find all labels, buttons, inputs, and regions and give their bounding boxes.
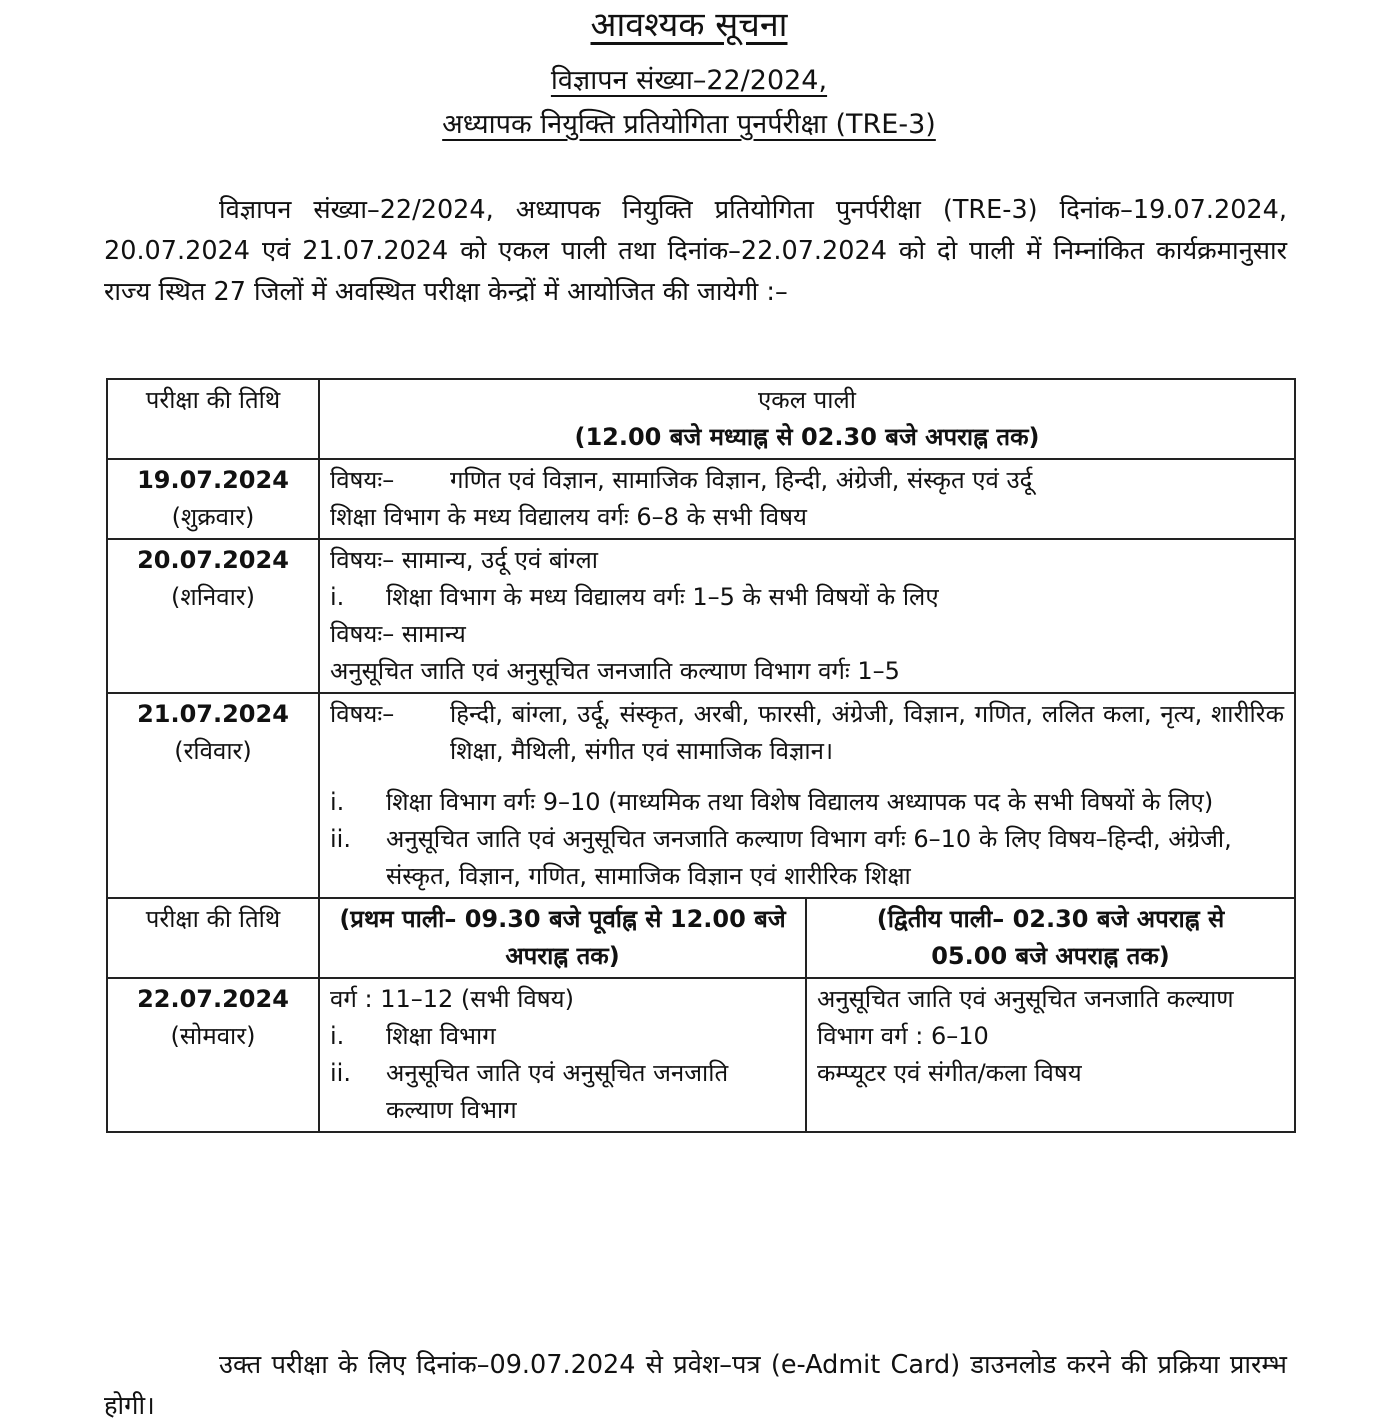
header-date-col: परीक्षा की तिथि	[107, 898, 319, 978]
subject-cell: विषयः– गणित एवं विज्ञान, सामाजिक विज्ञान, हिन्दी, अंग्रेजी, संस्कृत एवं उर्दू शिक्षा विभाग के मध्य विद्यालय वर्गः 6–8 के सभी विषय	[319, 459, 1295, 539]
date-cell: 19.07.2024 (शुक्रवार)	[107, 459, 319, 539]
date-cell: 20.07.2024 (शनिवार)	[107, 539, 319, 693]
table-row	[107, 978, 1295, 1132]
header-first-shift: (प्रथम पाली– 09.30 बजे पूर्वाह्न से 12.00 बजे अपराह्न तक)	[319, 898, 806, 978]
date-cell: 21.07.2024 (रविवार)	[107, 693, 319, 898]
table-row	[107, 693, 1295, 898]
first-shift-cell: वर्ग : 11–12 (सभी विषय) i. शिक्षा विभाग ii. अनुसूचित जाति एवं अनुसूचित जनजाति कल्याण विभाग	[319, 978, 806, 1132]
intro-paragraph: विज्ञापन संख्या–22/2024, अध्यापक नियुक्ति प्रतियोगिता पुनर्परीक्षा (TRE-3) दिनांक–19.07.2024, 20.07.2024 एवं 21.07.2024 को एकल पाली तथा दिनांक–22.07.2024 को दो पाली में निम्नांकित कार्यक्रमानुसार राज्य स्थित 27 जिलों में अवस्थित परीक्षा केन्द्रों में आयोजित की जायेगी :–	[104, 195, 1287, 307]
admit-card-notice: उक्त परीक्षा के लिए दिनांक–09.07.2024 से प्रवेश–पत्र (e-Admit Card) डाउनलोड करने की प्रक्रिया प्रारम्भ होगी।	[104, 1350, 1287, 1421]
date-cell: 22.07.2024 (सोमवार)	[107, 978, 319, 1132]
header-date-col: परीक्षा की तिथि	[107, 379, 319, 459]
header-single-shift: एकल पाली (12.00 बजे मध्याह्न से 02.30 बजे अपराह्न तक)	[319, 379, 1295, 459]
subject-cell: विषयः– सामान्य, उर्दू एवं बांग्ला i. शिक्षा विभाग के मध्य विद्यालय वर्गः 1–5 के सभी विषयों के लिए विषयः– सामान्य अनुसूचित जाति एवं अनुसूचित जनजाति कल्याण विभाग वर्गः 1–5	[319, 539, 1295, 693]
exam-name: अध्यापक नियुक्ति प्रतियोगिता पुनर्परीक्षा (TRE-3)	[442, 109, 936, 140]
table-row	[107, 459, 1295, 539]
second-shift-cell: अनुसूचित जाति एवं अनुसूचित जनजाति कल्याण विभाग वर्ग : 6–10 कम्प्यूटर एवं संगीत/कला विषय	[806, 978, 1295, 1132]
subject-cell: विषयः– हिन्दी, बांग्ला, उर्दू, संस्कृत, अरबी, फारसी, अंग्रेजी, विज्ञान, गणित, ललित कला, नृत्य, शारीरिक शिक्षा, मैथिली, संगीत एवं सामाजिक विज्ञान। i. शिक्षा विभाग वर्गः 9–10 (माध्यमिक तथा विशेष विद्यालय अध्यापक पद के सभी विषयों के लिए) ii. अनुसूचित जाति एवं अनुसूचित जनजाति कल्याण विभाग वर्गः 6–10 के लिए विषय–हिन्दी, अंग्रेजी, संस्कृत, विज्ञान, गणित, सामाजिक विज्ञान एवं शारीरिक शिक्षा	[319, 693, 1295, 898]
table-header-row	[107, 379, 1295, 459]
advertisement-number: विज्ञापन संख्या–22/2024,	[550, 65, 828, 96]
table-header-row-two-shifts	[107, 898, 1295, 978]
header-second-shift: (द्वितीय पाली– 02.30 बजे अपराह्न से 05.00 बजे अपराह्न तक)	[806, 898, 1295, 978]
exam-schedule-table	[106, 378, 1296, 1133]
notice-title: आवश्यक सूचना	[590, 5, 788, 45]
table-row	[107, 539, 1295, 693]
